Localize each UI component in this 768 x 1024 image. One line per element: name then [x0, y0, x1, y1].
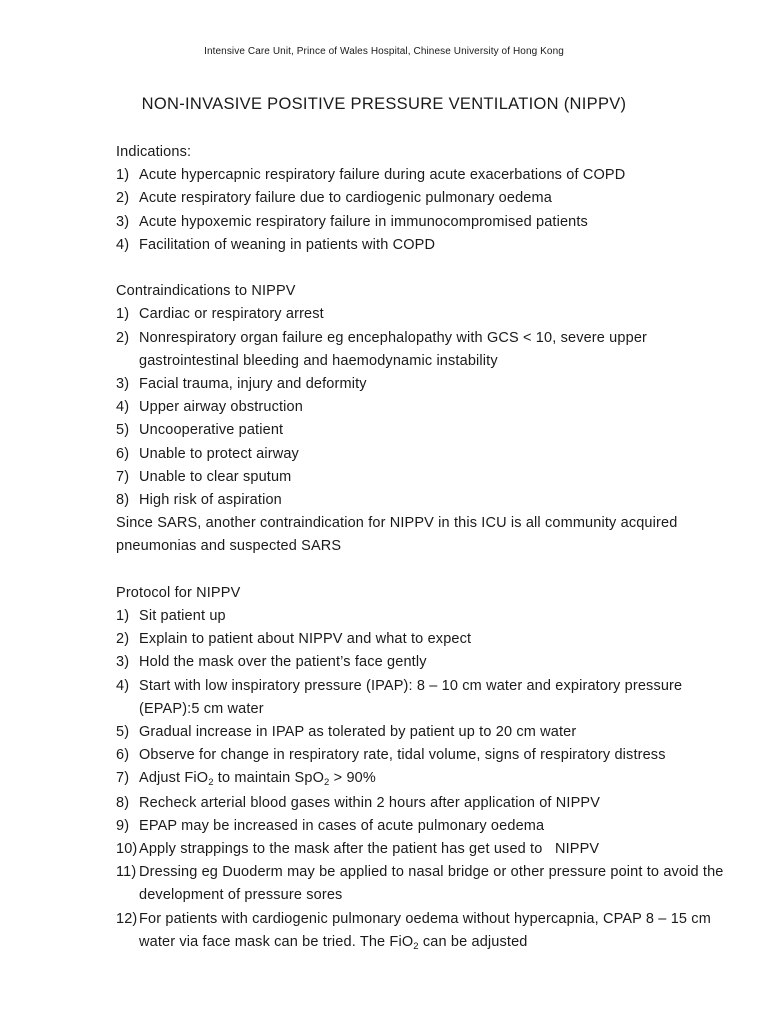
list-item [116, 651, 736, 674]
item-number: 4) [116, 236, 130, 253]
contraindications-section [116, 280, 736, 558]
indications-heading: Indications: [116, 144, 192, 160]
item-text: EPAP may be increased in cases of acute pulmonary oedema [139, 817, 545, 834]
item-text: Gradual increase in IPAP as tolerated by patient up to 20 cm water [139, 724, 577, 741]
item-number: 5) [116, 724, 130, 741]
document-title: NON-INVASIVE POSITIVE PRESSURE VENTILATION (NIPPV) [141, 95, 627, 113]
item-text: Cardiac or respiratory arrest [139, 306, 324, 323]
item-text: Observe for change in respiratory rate, tidal volume, signs of respiratory distress [139, 747, 666, 764]
sars-note: Since SARS, another contraindication for NIPPV in this ICU is all community acquired pneumonias and suspected SARS [116, 515, 678, 555]
item-text: Facial trauma, injury and deformity [139, 376, 367, 393]
item-text: Unable to protect airway [139, 445, 299, 462]
item-number: 1) [116, 608, 130, 625]
list-item [116, 327, 736, 373]
item-number: 4) [116, 677, 130, 694]
subscript: 2 [324, 777, 330, 789]
indications-section [116, 141, 736, 257]
item-text: High risk of aspiration [139, 492, 282, 509]
item-number: 12) [116, 910, 138, 927]
item-number: 10) [116, 841, 138, 858]
item-text: Nonrespiratory organ failure eg encephalopathy with GCS < 10, severe upper gastrointestinal bleeding and haemodynamic instability [139, 329, 648, 369]
item-text-part: Adjust FiO [139, 770, 209, 787]
item-number: 3) [116, 376, 130, 393]
indications-list [116, 164, 736, 257]
item-text: Acute hypoxemic respiratory failure in immunocompromised patients [139, 213, 588, 230]
list-item [116, 861, 736, 907]
list-item [116, 721, 736, 744]
contraindications-heading: Contraindications to NIPPV [116, 283, 296, 300]
item-number: 8) [116, 492, 130, 509]
contraindications-list [116, 303, 736, 512]
section-spacer [116, 257, 736, 280]
list-item [116, 815, 736, 838]
subscript: 2 [208, 777, 214, 789]
list-item [116, 419, 736, 442]
item-text: Hold the mask over the patient’s face gently [139, 654, 427, 671]
list-item [116, 628, 736, 651]
item-text: Uncooperative patient [139, 422, 284, 439]
item-number: 3) [116, 654, 130, 671]
protocol-section [116, 582, 736, 955]
document-body [116, 141, 736, 955]
item-text-part: to maintain SpO [213, 770, 325, 787]
page-header: Intensive Care Unit, Prince of Wales Hospital, Chinese University of Hong Kong [204, 46, 564, 57]
item-text: Upper airway obstruction [139, 399, 303, 416]
subscript: 2 [413, 940, 419, 952]
protocol-list [116, 605, 736, 955]
item-number: 4) [116, 399, 130, 416]
list-item [116, 908, 736, 955]
item-number: 7) [116, 770, 130, 787]
list-item [116, 838, 736, 861]
item-number: 2) [116, 631, 130, 648]
list-item [116, 675, 736, 721]
item-number: 3) [116, 213, 130, 230]
item-text: Recheck arterial blood gases within 2 hours after application of NIPPV [139, 794, 601, 811]
list-item [116, 767, 736, 791]
item-text: Unable to clear sputum [139, 468, 292, 485]
item-number: 2) [116, 190, 130, 207]
item-number: 1) [116, 167, 130, 184]
list-item [116, 164, 736, 187]
item-text-part: can be adjusted [418, 933, 528, 950]
list-item [116, 792, 736, 815]
list-item [116, 187, 736, 210]
item-number: 9) [116, 817, 130, 834]
item-number: 6) [116, 445, 130, 462]
item-text: Acute hypercapnic respiratory failure during acute exacerbations of COPD [139, 167, 626, 184]
item-number: 11) [116, 864, 137, 881]
item-text-part: > 90% [329, 770, 376, 787]
item-number: 7) [116, 468, 130, 485]
list-item [116, 396, 736, 419]
list-item [116, 605, 736, 628]
list-item [116, 466, 736, 489]
list-item [116, 373, 736, 396]
item-number: 8) [116, 794, 130, 811]
item-number: 5) [116, 422, 130, 439]
item-text-part: For patients with cardiogenic pulmonary oedema without hypercapnia, CPAP 8 – 15 cm water via face mask can be tried. The FiO [139, 910, 711, 950]
list-item [116, 744, 736, 767]
item-number: 1) [116, 306, 130, 323]
item-number: 6) [116, 747, 130, 764]
list-item [116, 443, 736, 466]
protocol-heading: Protocol for NIPPV [116, 584, 241, 601]
item-text: Start with low inspiratory pressure (IPAP): 8 – 10 cm water and expiratory pressure (EPAP):5 cm water [139, 677, 683, 717]
list-item [116, 303, 736, 326]
section-spacer [116, 559, 736, 582]
item-text: Apply strappings to the mask after the patient has get used to NIPPV [139, 841, 600, 858]
item-text: Acute respiratory failure due to cardiogenic pulmonary oedema [139, 190, 552, 207]
list-item [116, 234, 736, 257]
item-text: Sit patient up [139, 608, 226, 625]
item-text: Explain to patient about NIPPV and what to expect [139, 631, 472, 648]
list-item [116, 211, 736, 234]
item-text: Dressing eg Duoderm may be applied to nasal bridge or other pressure point to avoid the development of pressure sores [139, 864, 724, 904]
item-number: 2) [116, 329, 130, 346]
list-item [116, 489, 736, 512]
item-text: Facilitation of weaning in patients with COPD [139, 236, 436, 253]
